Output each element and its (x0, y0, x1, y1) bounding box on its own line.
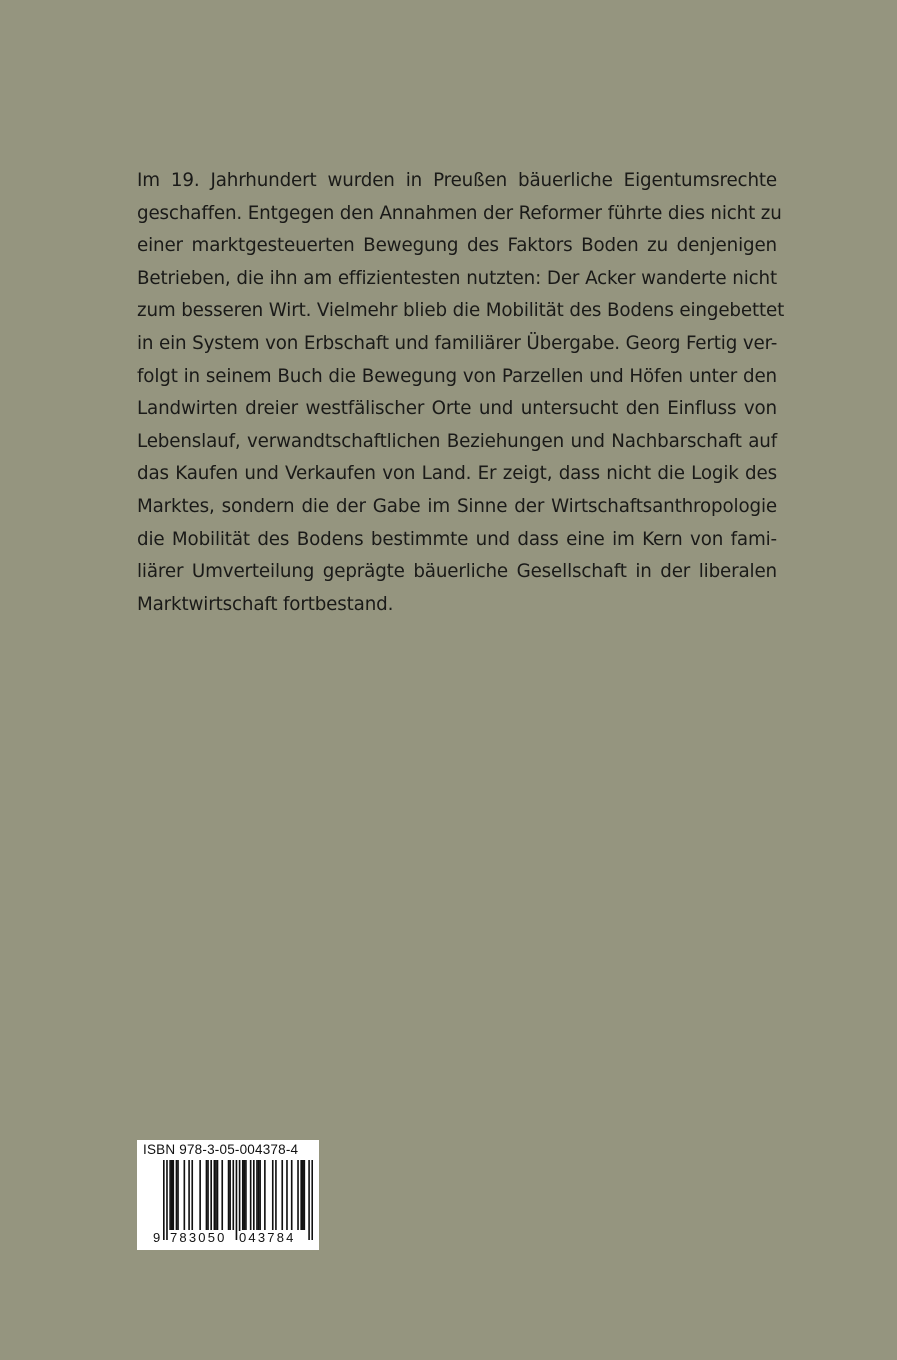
barcode-bar (169, 1160, 171, 1230)
barcode-bar (244, 1160, 246, 1230)
barcode-bar (199, 1160, 201, 1230)
barcode-bar (214, 1160, 216, 1230)
barcode-bar (300, 1160, 302, 1230)
ean-digit-group-1: 783050 (170, 1230, 227, 1245)
barcode-bar (242, 1160, 244, 1230)
barcode-bar (256, 1160, 258, 1230)
blurb-line: Landwirten dreier westfälischer Orte und untersucht den Einfluss von (137, 398, 777, 420)
blurb-line: liärer Umverteilung geprägte bäuerliche Gesellschaft in der liberalen (137, 561, 777, 583)
barcode-bar (228, 1160, 230, 1230)
barcode-bar (171, 1160, 173, 1230)
barcode-guard-bar (239, 1160, 241, 1240)
barcode-bar (304, 1160, 306, 1230)
barcode-guard-bar (166, 1160, 168, 1240)
blurb-line: Lebenslauf, verwandtschaftlichen Beziehungen und Nachbarschaft auf (137, 430, 777, 452)
barcode-bar (275, 1160, 277, 1230)
barcode-bars (163, 1160, 313, 1240)
barcode-bar (291, 1160, 293, 1230)
barcode-guard-bar (311, 1160, 313, 1240)
blurb-line: das Kaufen und Verkaufen von Land. Er zeigt, dass nicht die Logik des (137, 463, 777, 485)
blurb-line: in ein System von Erbschaft und familiärer Übergabe. Georg Fertig ver- (137, 332, 778, 354)
barcode-bar (221, 1160, 223, 1230)
barcode-bar (176, 1160, 178, 1230)
isbn-barcode (137, 1140, 319, 1250)
blurb-line: folgt in seinem Buch die Bewegung von Parzellen und Höfen unter den (137, 365, 777, 387)
barcode-bar (210, 1160, 212, 1230)
blurb-line: geschaffen. Entgegen den Annahmen der Reformer führte dies nicht zu (137, 202, 782, 224)
ean-first-digit: 9 (153, 1230, 161, 1245)
barcode-guard-bar (163, 1160, 165, 1240)
barcode-bar (188, 1160, 190, 1230)
barcode-bar (245, 1160, 247, 1230)
barcode-bar (232, 1160, 234, 1230)
barcode-guard-bar (308, 1160, 310, 1240)
barcode-bar (172, 1160, 174, 1230)
blurb-line: die Mobilität des Bodens bestimmte und dass eine im Kern von fami- (137, 528, 777, 550)
barcode-bar (206, 1160, 208, 1230)
barcode-bar (207, 1160, 209, 1230)
barcode-bar (264, 1160, 266, 1230)
barcode-bar (281, 1160, 283, 1230)
barcode-bar (258, 1160, 260, 1230)
barcode-bar (302, 1160, 304, 1230)
barcode-bar (253, 1160, 255, 1230)
barcode-guard-bar (236, 1160, 238, 1240)
ean-digit-group-2: 043784 (239, 1230, 296, 1245)
isbn-label: ISBN 978-3-05-004378-4 (143, 1142, 299, 1157)
barcode-bar (184, 1160, 186, 1230)
blurb-line: zum besseren Wirt. Vielmehr blieb die Mobilität des Bodens eingebettet (137, 300, 785, 322)
blurb-line: Betrieben, die ihn am effizientesten nutzten: Der Acker wanderte nicht (137, 267, 777, 289)
barcode-bar (191, 1160, 193, 1230)
barcode-bar (272, 1160, 274, 1230)
barcode-bar (177, 1160, 179, 1230)
back-cover-blurb (137, 165, 785, 621)
blurb-line: Im 19. Jahrhundert wurden in Preußen bäuerliche Eigentumsrechte (137, 170, 777, 191)
barcode-bar (259, 1160, 261, 1230)
blurb-line: einer marktgesteuerten Bewegung des Faktors Boden zu denjenigen (137, 235, 777, 257)
barcode-bar (286, 1160, 288, 1230)
barcode-bar (250, 1160, 252, 1230)
blurb-line: Marktes, sondern die der Gabe im Sinne der Wirtschaftsanthropologie (137, 495, 777, 517)
barcode-bar (217, 1160, 219, 1230)
barcode-bar (215, 1160, 217, 1230)
barcode-bar (297, 1160, 299, 1230)
blurb-line: Marktwirtschaft fortbestand. (137, 593, 394, 615)
barcode-bar (229, 1160, 231, 1230)
